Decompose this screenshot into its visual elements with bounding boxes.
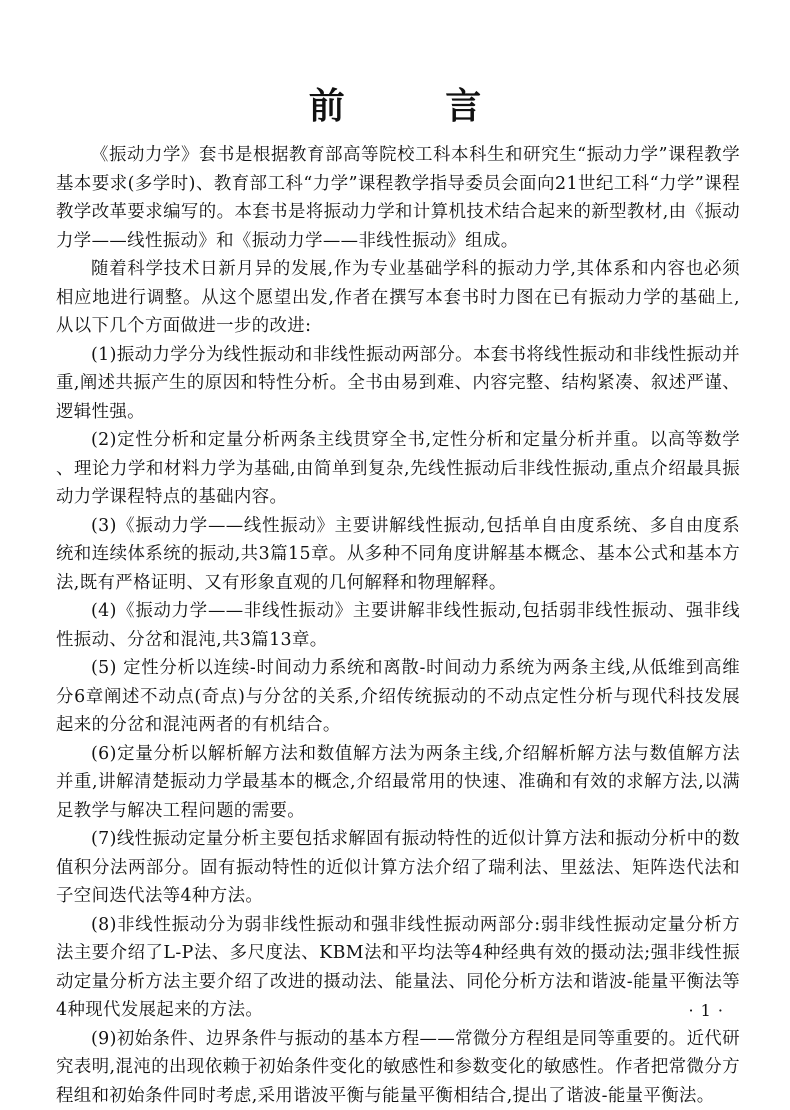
- paragraph-item-6: (6)定量分析以解析解方法和数值解方法为两条主线,介绍解析解方法与数值解方法并重,讲解清楚振动力学最基本的概念,介绍最常用的快速、准确和有效的求解方法,以满足教学与解决工程问题的需要。: [56, 740, 740, 826]
- paragraph-intro: 《振动力学》套书是根据教育部高等院校工科本科生和研究生“振动力学”课程教学基本要求(多学时)、教育部工科“力学”课程教学指导委员会面向21世纪工科“力学”课程教学改革要求编写的。本套书是将振动力学和计算机技术结合起来的新型教材,由《振动力学——线性振动》和《振动力学——非线性振动》组成。: [56, 141, 740, 255]
- paragraph-item-4: (4)《振动力学——非线性振动》主要讲解非线性振动,包括弱非线性振动、强非线性振动、分岔和混沌,共3篇13章。: [56, 597, 740, 654]
- paragraph-motivation: 随着科学技术日新月异的发展,作为专业基础学科的振动力学,其体系和内容也必须相应地进行调整。从这个愿望出发,作者在撰写本套书时力图在已有振动力学的基础上,从以下几个方面做进一步的改进:: [56, 255, 740, 341]
- paragraph-item-8: (8)非线性振动分为弱非线性振动和强非线性振动两部分:弱非线性振动定量分析方法主要介绍了L-P法、多尺度法、KBM法和平均法等4种经典有效的摄动法;强非线性振动定量分析方法主要介绍了改进的摄动法、能量法、同伦分析方法和谐波-能量平衡法等4种现代发展起来的方法。: [56, 911, 740, 1025]
- paragraph-item-9: (9)初始条件、边界条件与振动的基本方程——常微分方程组是同等重要的。近代研究表明,混沌的出现依赖于初始条件变化的敏感性和参数变化的敏感性。作者把常微分方程组和初始条件同时考虑,采用谐波平衡与能量平衡相结合,提出了谐波-能量平衡法。: [56, 1025, 740, 1110]
- paragraph-item-3: (3)《振动力学——线性振动》主要讲解线性振动,包括单自由度系统、多自由度系统和连续体系统的振动,共3篇15章。从多种不同角度讲解基本概念、基本公式和基本方法,既有严格证明、又有形象直观的几何解释和物理解释。: [56, 512, 740, 598]
- paragraph-item-7: (7)线性振动定量分析主要包括求解固有振动特性的近似计算方法和振动分析中的数值积分法两部分。固有振动特性的近似计算方法介绍了瑞利法、里兹法、矩阵迭代法和子空间迭代法等4种方法。: [56, 825, 740, 911]
- paragraph-item-1: (1)振动力学分为线性振动和非线性振动两部分。本套书将线性振动和非线性振动并重,阐述共振产生的原因和特性分析。全书由易到难、内容完整、结构紧凑、叙述严谨、逻辑性强。: [56, 341, 740, 427]
- paragraph-item-2: (2)定性分析和定量分析两条主线贯穿全书,定性分析和定量分析并重。以高等数学、理论力学和材料力学为基础,由简单到复杂,先线性振动后非线性振动,重点介绍最具振动力学课程特点的基础内容。: [56, 426, 740, 512]
- paragraph-item-5: (5) 定性分析以连续-时间动力系统和离散-时间动力系统为两条主线,从低维到高维分6章阐述不动点(奇点)与分岔的关系,介绍传统振动的不动点定性分析与现代科技发展起来的分岔和混沌两者的有机结合。: [56, 654, 740, 740]
- page-number: · 1 ·: [688, 1000, 724, 1022]
- preface-body: [56, 141, 740, 1110]
- page-title: 前 言: [0, 82, 790, 132]
